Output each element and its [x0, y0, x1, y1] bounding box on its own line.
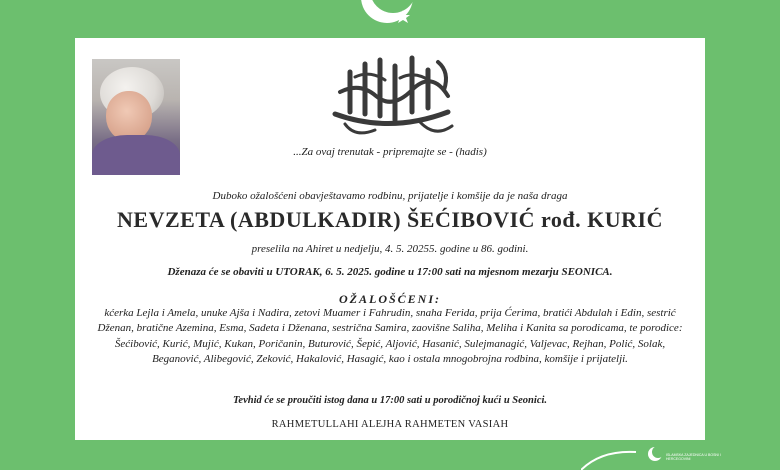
hadis-quote: ...Za ovaj trenutak - pripremajte se - (hadis) [293, 146, 487, 158]
logo-text: ISLAMSKA ZAJEDNICA U BOSNI I HERCEGOVINI [666, 453, 721, 461]
mourners-list: kćerka Lejla i Amela, unuke Ajša i Nadira, zetovi Muamer i Fahrudin, snaha Ferida, prija Ćerima, bratići Abdulah i Edin, sestrić Dženan, bratične Azemina, Esma, Sadeta i Dženana, sestrična Samira, zaovišne Saliha, Meliha i Kanita sa porodicama, te porodice: Šećibović, Kurić, Mujić, Kukan, Poričanin, Buturović, Šepić, Aljović, Hasanić, Sulejmanagić, Valjevac, Rejhan, Polić, Solak, Beganović, Alibegović, Zeković, Hakalović, Hasagić, kao i ostala mnogobrojna rodbina, komšije i prijatelji. [97, 307, 683, 366]
funeral-info: Dženaza će se obaviti u UTORAK, 6. 5. 2025. godine u 17:00 sati na mjesnom mezarju SEONICA. [167, 266, 613, 278]
tevhid-info: Tevhid će se proučiti istog dana u 17:00 sati u porodičnoj kući u Seonici. [232, 395, 548, 406]
mourners-heading: OŽALOŠĆENI: [338, 292, 441, 306]
intro-text: Duboko ožalošćeni obavještavamo rodbinu, prijatelje i komšije da je naša draga [212, 190, 568, 202]
crescent-star-icon [356, 0, 418, 28]
closing-prayer: RAHMETULLAHI ALEJHA RAHMETEN VASIAH [271, 419, 509, 430]
arabic-calligraphy [320, 42, 465, 146]
death-notice [75, 38, 705, 440]
death-date-text: preselila na Ahiret u nedjelju, 4. 5. 20255. godine u 86. godini. [251, 243, 529, 255]
deceased-name: NEVZETA (ABDULKADIR) ŠEĆIBOVIĆ rođ. KURIĆ [117, 207, 663, 232]
